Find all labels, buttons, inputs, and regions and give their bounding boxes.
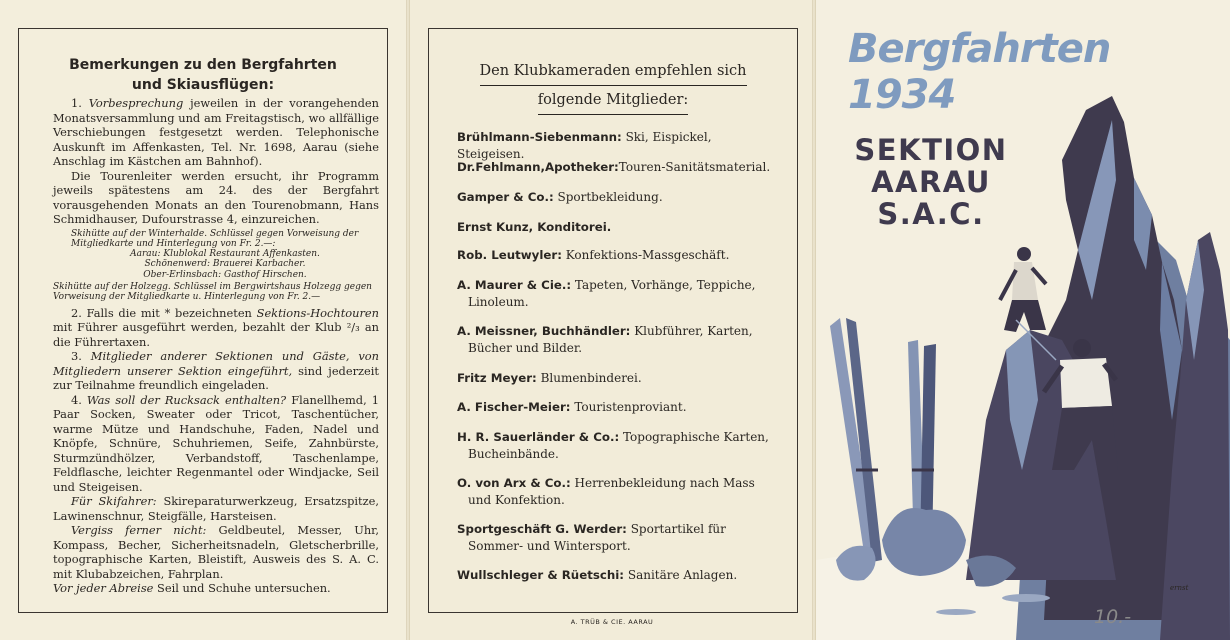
list-item <box>457 521 773 555</box>
remark-forget-text: Geldbeutel, Messer, Uhr, Kompass, Becher, Sicherheitsnadeln, Gletscherbrille, topographische Karten, Bleistift, Ausweis des S. A. C. mit Klubabzeichen, Fahrplan. <box>53 523 379 581</box>
snow-shadow <box>936 609 976 615</box>
list-item <box>457 323 773 357</box>
remark-departure-emphasis: Vor jeder Abreise <box>53 581 154 596</box>
member-desc: Herrenbekleidung nach Mass <box>570 476 755 490</box>
remark-ski-text: Skireparaturwerkzeug, Ersatzspitze, Lawinenschnur, Steigfälle, Harsteisen. <box>53 494 379 523</box>
remarks-title-line1: Bemerkungen zu den Bergfahrten <box>69 57 337 73</box>
remark-departure <box>53 581 379 596</box>
member-name: Wullschleger & Rüetschi: <box>457 568 625 582</box>
remark-3-emphasis: Mitglieder anderer Sektionen und Gäste, von Mitgliedern unserer Sektion eingeführt, <box>53 349 379 378</box>
remark-2 <box>53 306 379 350</box>
hut-note-winterhalde-d: Ober-Erlinsbach: Gasthof Hirschen. <box>143 269 307 280</box>
member-name: Sportgeschäft G. Werder: <box>457 522 627 536</box>
remark-2-b: mit Führer ausgeführt werden, bezahlt der Klub ²/₃ an die Führertaxen. <box>53 320 379 349</box>
list-item <box>457 475 773 509</box>
list-item <box>457 567 773 584</box>
remark-departure-text: Seil und Schuhe untersuchen. <box>153 581 331 596</box>
list-item <box>457 277 773 311</box>
member-desc: Touristenproviant. <box>570 400 687 414</box>
member-desc-continued: Linoleum. <box>468 295 529 309</box>
member-name: Gamper & Co.: <box>457 190 554 204</box>
remark-ski-emphasis: Für Skifahrer: <box>71 494 157 509</box>
cover-section-line3: S.A.C. <box>877 197 985 231</box>
price-mark: 10.- <box>1094 606 1132 628</box>
snow-shadow <box>1002 594 1050 602</box>
remarks-frame <box>18 28 388 613</box>
remark-2-a: 2. Falls die mit * bezeichneten <box>71 305 257 320</box>
member-desc: Touren-Sanitätsmaterial. <box>618 160 771 174</box>
hut-note-winterhalde-c: Schönenwerd: Brauerei Karbacher. <box>144 259 306 270</box>
hut-note-holzegg: Skihütte auf der Holzegg. Schlüssel im Bergwirtshaus Holzegg gegen Vorweisung der Mitgliedkarte u. Hinterlegung von Fr. 2.— <box>53 281 372 303</box>
member-desc: Sanitäre Anlagen. <box>624 568 738 582</box>
member-desc: Klubführer, Karten, <box>630 324 753 338</box>
remark-4-b: Flanellhemd, 1 Paar Socken, Sweater oder Tricot, Taschentücher, warme Mütze und Handschuhe, Faden, Nadel und Knöpfe, Schnüre, Schuhriemen, Seife, Zahnbürste, Sturmzündhölzer, Verbandstoff, Taschenlampe, Feldflasche, leichter Regenmantel oder Windjacke, Seil und Steigeisen. <box>53 392 379 494</box>
hut-note-winterhalde-a: Skihütte auf der Winterhalde. Schlüssel gegen Vorweisung der Mitgliedkarte und Hinterlegung von Fr. 2.—: <box>71 228 359 249</box>
remark-forget <box>53 523 379 581</box>
list-item <box>457 429 773 463</box>
list-item <box>457 159 773 176</box>
remark-4-a: 4. <box>71 392 87 407</box>
recommend-heading <box>429 57 797 115</box>
remark-ski <box>53 494 379 523</box>
recommend-heading-line1: Den Klubkameraden empfehlen sich <box>480 57 747 86</box>
remark-4 <box>53 393 379 495</box>
climber-head <box>1073 339 1091 357</box>
cover-section-line2: AARAU <box>871 165 991 199</box>
member-name: H. R. Sauerländer & Co.: <box>457 430 620 444</box>
remarks-title-line2: und Skiausflügen: <box>131 77 275 93</box>
member-name: A. Maurer & Cie.: <box>457 278 572 292</box>
member-desc-continued: Bücher und Bilder. <box>468 341 583 355</box>
remark-3-b: sind jederzeit zur Teilnahme freundlich eingeladen. <box>53 363 379 393</box>
hut-note-winterhalde <box>53 229 379 280</box>
member-desc: Blumenbinderei. <box>536 371 642 385</box>
remark-4-emphasis: Was soll der Rucksack enthalten? <box>86 392 287 407</box>
member-name: Rob. Leutwyler: <box>457 248 562 262</box>
remarks-body <box>53 96 379 596</box>
remark-1b: Die Tourenleiter werden ersucht, ihr Programm jeweils spätestens am 24. des der Bergfahrt vorausgehenden Monats an den Tourenobmann, Hans Schmidhauser, Dufourstrasse 4, einzureichen. <box>53 168 379 226</box>
member-name: Ernst Kunz, Konditorei. <box>457 220 612 234</box>
climber-legs <box>1004 300 1046 332</box>
list-item <box>457 247 773 264</box>
member-desc: Topographische Karten, <box>619 430 769 444</box>
list-item <box>457 370 773 387</box>
member-name: O. von Arx & Co.: <box>457 476 571 490</box>
climber-head <box>1017 247 1031 261</box>
remark-forget-emphasis: Vergiss ferner nicht: <box>71 523 207 538</box>
remark-1-emphasis: Vorbesprechung <box>88 96 184 110</box>
climber-top <box>1000 247 1046 332</box>
remark-1 <box>53 96 379 169</box>
member-desc: Ski, Eispickel, Steigeisen. <box>457 130 712 161</box>
remarks-panel <box>0 0 408 640</box>
cover-section-line1: SEKTION <box>854 133 1008 167</box>
member-name: Dr.Fehlmann,Apotheker: <box>457 160 619 174</box>
member-desc: Sportbekleidung. <box>553 190 663 204</box>
member-name: A. Meissner, Buchhändler: <box>457 324 631 338</box>
list-item <box>457 129 773 163</box>
list-item <box>457 189 773 206</box>
member-desc-continued: und Konfektion. <box>468 493 565 507</box>
remark-1-number: 1. <box>71 96 89 110</box>
member-name: Fritz Meyer: <box>457 371 537 385</box>
remark-2-emphasis: Sektions-Hochtouren <box>256 305 379 320</box>
member-desc: Tapeten, Vorhänge, Teppiche, <box>571 278 756 292</box>
member-desc-continued: Bucheinbände. <box>468 447 559 461</box>
list-item <box>457 399 773 416</box>
remark-3-a: 3. <box>71 349 91 364</box>
list-item <box>457 219 773 236</box>
recommend-frame <box>428 28 798 613</box>
remark-1-text: jeweilen in der vorangehenden Monatsversammlung und am Freitagstisch, wo allfällige Verschiebungen festgesetzt werden. Telephonische Auskunft im Affenkasten, Tel. Nr. 1698, Aarau (siehe Anschlag im Kästchen am Bahnhof). <box>53 96 379 168</box>
cover-title: Bergfahrten 1934 <box>848 26 1111 118</box>
member-desc-continued: Sommer- und Wintersport. <box>468 539 631 553</box>
member-name: A. Fischer-Meier: <box>457 400 571 414</box>
hut-note-winterhalde-b: Aarau: Klublokal Restaurant Affenkasten. <box>130 249 320 260</box>
printer-imprint: A. TRÜB & CIE. AARAU <box>570 618 654 626</box>
artist-signature: ernst <box>1170 584 1189 592</box>
member-desc: Sportartikel für <box>626 522 726 536</box>
recommend-heading-line2: folgende Mitglieder: <box>538 86 689 115</box>
remarks-title <box>19 55 387 95</box>
member-desc: Konfektions-Massgeschäft. <box>561 248 730 262</box>
remark-3 <box>53 349 379 393</box>
member-name: Brühlmann-Siebenmann: <box>457 130 622 144</box>
